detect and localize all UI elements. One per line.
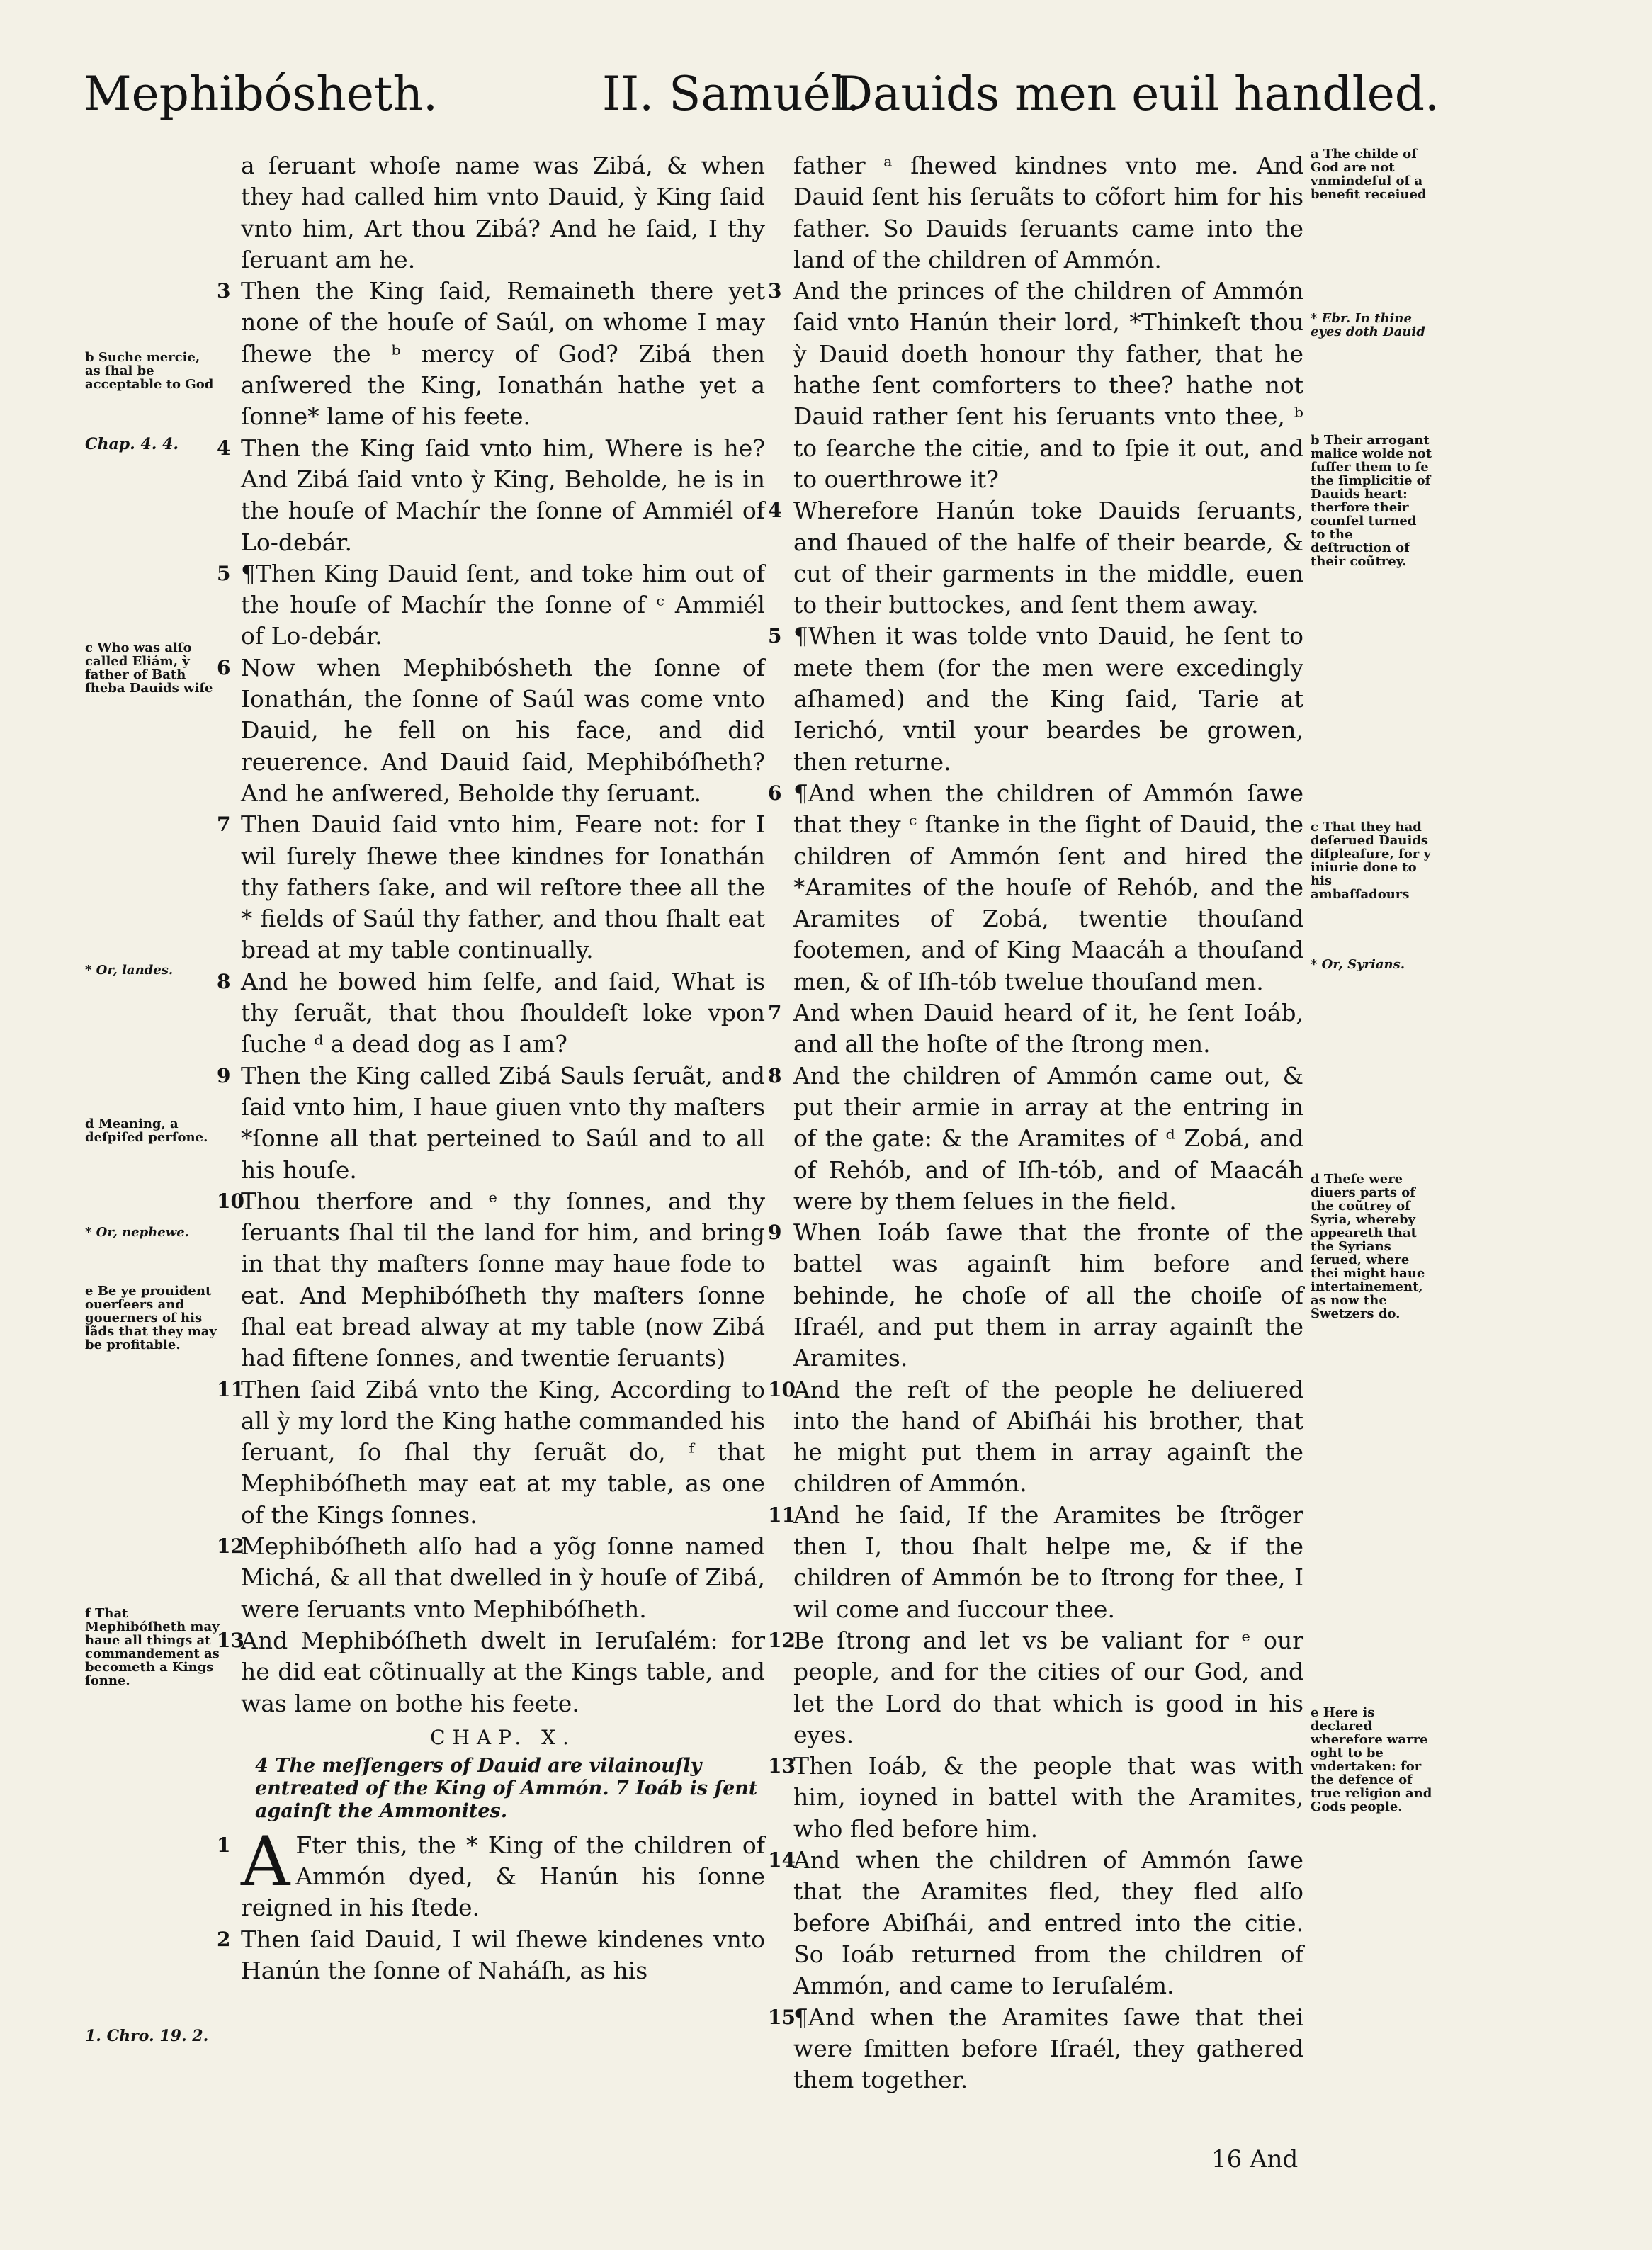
verse xyxy=(217,1186,765,1374)
right-text-column xyxy=(768,150,1303,2096)
margin-note: * Or, Syrians. xyxy=(1311,957,1405,972)
verse-text: Then Ioáb, & the people that was with him, ioyned in battel with the Aramites, who fled before him. xyxy=(793,1752,1303,1843)
verse xyxy=(768,1751,1303,1845)
drop-cap: A xyxy=(241,1821,290,1901)
verse-text: father ᵃ ſhewed kindnes vnto me. And Dauid ſent his ſeruãts to cõfort him for his father. So Dauids ſeruants came into the land of the children of Ammón. xyxy=(793,152,1303,273)
verse xyxy=(768,495,1303,621)
verse-number: 15 xyxy=(768,2005,796,2029)
verse-text: And Mephibóſheth dwelt in Ieruſalém: for he did eat cõtinually at the Kings table, and was lame on bothe his feete. xyxy=(241,1626,765,1717)
verse xyxy=(217,558,765,652)
verse-text: Wherefore Hanún toke Dauids ſeruants, and ſhaued of the halfe of their bearde, & cut of their garments in the middle, euen to their buttockes, and ſent them away. xyxy=(793,497,1303,619)
verse xyxy=(217,1531,765,1625)
verse xyxy=(768,1374,1303,1500)
verse-text: And he ſaid, If the Aramites be ſtrõger then I, thou ſhalt helpe me, & if the children of Ammón be to ſtrong for thee, I wil come and ſuccour thee. xyxy=(793,1500,1303,1623)
verse-number: 8 xyxy=(217,969,231,993)
verse-number: 3 xyxy=(217,279,231,303)
verse-number: 2 xyxy=(217,1927,231,1951)
verse-text: Then the King ſaid, Remaineth there yet none of the houſe of Saúl, on whome I may ſhewe the ᵇ mercy of God? Zibá then anſwered the King, Ionathán hathe yet a ſonne* lame of his feete. xyxy=(241,277,765,431)
margin-note: * Or, nephewe. xyxy=(85,1225,189,1240)
verse xyxy=(217,433,765,558)
verse-number: 4 xyxy=(768,499,782,523)
verse-text: Then ſaid Dauid, I wil ſhewe kindenes vnto Hanún the ſonne of Naháſh, as his xyxy=(241,1925,765,1985)
running-head-right: Dauids men euil handled. xyxy=(835,67,1439,121)
verse-text: ¶When it was tolde vnto Dauid, he ſent to mete them (for the men were excedingly aſhamed) and the King ſaid, Tarie at Ierichó, vntil your beardes be growen, then returne. xyxy=(793,622,1303,776)
verse-number: 12 xyxy=(217,1534,244,1559)
verse xyxy=(241,150,765,276)
verse-text: Now when Mephibósheth the ſonne of Ionathán, the ſonne of Saúl was come vnto Dauid, he fell on his face, and did reuerence. And Dauid ſaid, Mephibóſheth? And he anſwered, Beholde thy ſeruant. xyxy=(241,653,765,807)
verse-number: 11 xyxy=(217,1377,244,1401)
verse xyxy=(768,997,1303,1061)
verse-number: 10 xyxy=(768,1377,796,1401)
verse xyxy=(768,778,1303,997)
verse xyxy=(768,621,1303,777)
running-head-book: II. Samuél. xyxy=(602,67,861,121)
verse-text: Then the King called Zibá Sauls ſeruãt, and ſaid vnto him, I haue giuen vnto thy maſters *ſonne all that perteined to Saúl and to all his houſe. xyxy=(241,1061,765,1184)
verse-text: And when Dauid heard of it, he ſent Ioáb, and all the hoſte of the ſtrong men. xyxy=(793,999,1303,1058)
margin-note: 1. Chro. 19. 2. xyxy=(85,2027,209,2045)
verse-number: 6 xyxy=(768,781,782,805)
verse-number: 7 xyxy=(217,813,231,837)
verse xyxy=(768,276,1303,495)
chapter-heading: CHAP. X. xyxy=(430,1725,576,1749)
verse-text: And when the children of Ammón ſawe that the Aramites fled, they fled alſo before Abiſhái, and entred into the citie. So Ioáb returned from the children of Ammón, and came to Ieruſalém. xyxy=(793,1846,1303,2000)
verse-number: 7 xyxy=(768,1001,782,1025)
verse-number: 4 xyxy=(217,436,231,460)
verse-text: And the reſt of the people he deliuered into the hand of Abiſhái his brother, that he might put them in array againſt the children of Ammón. xyxy=(793,1375,1303,1498)
verse-text: And the children of Ammón came out, & put their armie in array at the entring in of the gate: & the Aramites of ᵈ Zobá, and of Rehób, and of Iſh-tób, and of Maacáh were by them ſelues in the field. xyxy=(793,1061,1303,1215)
margin-note: e Here is declared wherefore warre oght to be vndertaken: for the defence of true religion and Gods people. xyxy=(1311,1705,1432,1814)
verse-text: Then ſaid Zibá vnto the King, According to all ỳ my lord the King hathe commanded his ſeruant, ſo ſhal thy ſeruãt do, ᶠ that Mephibóſheth may eat at my table, as one of the Kings ſonnes. xyxy=(241,1375,765,1529)
verse xyxy=(217,276,765,432)
verse-number: 12 xyxy=(768,1628,796,1652)
verse xyxy=(217,1061,765,1186)
catchword: 16 And xyxy=(1211,2145,1299,2173)
margin-note: a The childe of God are not vnmindeful of a benefit receiued xyxy=(1311,147,1427,202)
verse xyxy=(217,966,765,1061)
verse-number: 5 xyxy=(217,561,231,585)
margin-note: d Meaning, a deſpiſed perſone. xyxy=(85,1116,208,1145)
margin-note: d Theſe were diuers parts of the coũtrey of Syria, whereby appeareth that the Syrians ſerued, where thei might haue intertainement, as now the Swetzers do. xyxy=(1311,1172,1425,1321)
verse-number: 6 xyxy=(217,655,231,679)
verse-number: 9 xyxy=(768,1221,782,1245)
verse-text: Then the King ſaid vnto him, Where is he? And Zibá ſaid vnto ỳ King, Beholde, he is in the houſe of Machír the ſonne of Ammiél of Lo-debár. xyxy=(241,434,765,556)
verse-number: 13 xyxy=(768,1754,796,1778)
verse-text: a ſeruant whoſe name was Zibá, & when they had called him vnto Dauid, ỳ King ſaid vnto him, Art thou Zibá? And he ſaid, I thy ſeruant am he. xyxy=(241,152,765,273)
verse-text: Then Dauid ſaid vnto him, Feare not: for I wil ſurely ſhewe thee kindnes for Ionathán thy fathers ſake, and wil reſtore thee all the * fields of Saúl thy father, and thou ſhalt eat bread at my table continually. xyxy=(241,810,765,964)
verse-text: Thou therfore and ᵉ thy ſonnes, and thy ſeruants ſhal til the land for him, and bring in that thy maſters ſonne may haue fode to eat. And Mephibóſheth thy maſters ſonne ſhal eat bread alway at my table (now Zibá had fiftene ſonnes, and twentie ſeruants) xyxy=(241,1187,765,1372)
verse xyxy=(768,1845,1303,2001)
chapter-summary: 4 The meſſengers of Dauid are vilainouſly entreated of the King of Ammón. 7 Ioáb is ſent againſt the Ammonites. xyxy=(255,1754,758,1822)
verse xyxy=(217,1625,765,1719)
verse-number: 13 xyxy=(217,1628,244,1652)
verse-number: 1 xyxy=(217,1833,231,1857)
running-head-left: Mephibósheth. xyxy=(84,67,438,121)
margin-note: * Or, landes. xyxy=(85,963,174,978)
verse xyxy=(768,1061,1303,1217)
verse xyxy=(217,809,765,966)
verse-text: When Ioáb ſawe that the fronte of the battel was againſt him before and behinde, he choſe of all the choiſe of Iſraél, and put them in array againſt the Aramites. xyxy=(793,1219,1303,1372)
verse-text: Fter this, the * King of the children of Ammón dyed, & Hanún his ſonne reigned in his ſtede. xyxy=(241,1831,765,1922)
left-text-column xyxy=(217,150,765,1986)
margin-note: f That Mephibóſheth may haue all things at commandement as becometh a Kings ſonne. xyxy=(85,1606,220,1688)
verse-text: ¶And when the Aramites ſawe that thei were ſmitten before Iſraél, they gathered them together. xyxy=(793,2003,1303,2094)
verse xyxy=(768,1217,1303,1374)
verse xyxy=(768,1500,1303,1625)
margin-note: e Be ye prouident ouerſeers and gouerners of his lãds that they may be profitable. xyxy=(85,1284,217,1352)
verse xyxy=(217,652,765,809)
verse-number: 14 xyxy=(768,1848,796,1872)
verse-number: 9 xyxy=(217,1063,231,1087)
verse-text: And the princes of the children of Ammón ſaid vnto Hanún their lord, *Thinkeſt thou ỳ Dauid doeth honour thy father, that he hathe ſent comforters to thee? hathe not Dauid rather ſent his ſeruants vnto thee, ᵇ to ſearche the citie, and to ſpie it out, and to ouerthrowe it? xyxy=(793,277,1303,493)
verse-number: 10 xyxy=(217,1189,244,1213)
margin-note: Chap. 4. 4. xyxy=(85,435,179,453)
verse-number: 5 xyxy=(768,624,782,648)
margin-note: * Ebr. In thine eyes doth Dauid xyxy=(1311,311,1425,339)
verse-text: And he bowed him ſelfe, and ſaid, What is thy ſeruãt, that thou ſhouldeſt loke vpon ſuche ᵈ a dead dog as I am? xyxy=(241,967,765,1058)
margin-note: c That they had deſerued Dauids diſpleaſure, for y iniurie done to his ambaſſadours xyxy=(1311,820,1431,902)
verse-text: ¶Then King Dauid ſent, and toke him out of the houſe of Machír the ſonne of ᶜ Ammiél of Lo-debár. xyxy=(241,559,765,650)
verse-text: ¶And when the children of Ammón ſawe that they ᶜ ſtanke in the ſight of Dauid, the children of Ammón ſent and hired the *Aramites of the houſe of Rehób, and the Aramites of Zobá, twentie thouſand footemen, and of King Maacáh a thouſand men, & of Iſh-tób twelue thouſand men. xyxy=(793,779,1303,995)
verse xyxy=(217,1821,765,1924)
margin-note: c Who was alſo called Eliám, ỳ father of Bath ſheba Dauids wife xyxy=(85,640,213,696)
verse-text: Be ſtrong and let vs be valiant for ᵉ our people, and for the cities of our God, and let the Lord do that which is good in his eyes. xyxy=(793,1626,1303,1748)
verse xyxy=(768,2002,1303,2096)
verse-number: 3 xyxy=(768,279,782,303)
verse xyxy=(217,1924,765,1987)
verse-number: 8 xyxy=(768,1063,782,1087)
verse xyxy=(768,1625,1303,1751)
verse xyxy=(793,150,1303,276)
verse-number: 11 xyxy=(768,1503,796,1527)
verse xyxy=(217,1374,765,1531)
margin-note: b Suche mercie, as ſhal be acceptable to God xyxy=(85,350,214,392)
margin-note: b Their arrogant malice wolde not ſuffer them to ſe the ſimplicitie of Dauids heart: therfore their counſel turned to the deſtruction of their coũtrey. xyxy=(1311,433,1432,569)
verse-text: Mephibóſheth alſo had a yõg ſonne named Michá, & all that dwelled in ỳ houſe of Zibá, were ſeruants vnto Mephibóſheth. xyxy=(241,1532,765,1623)
